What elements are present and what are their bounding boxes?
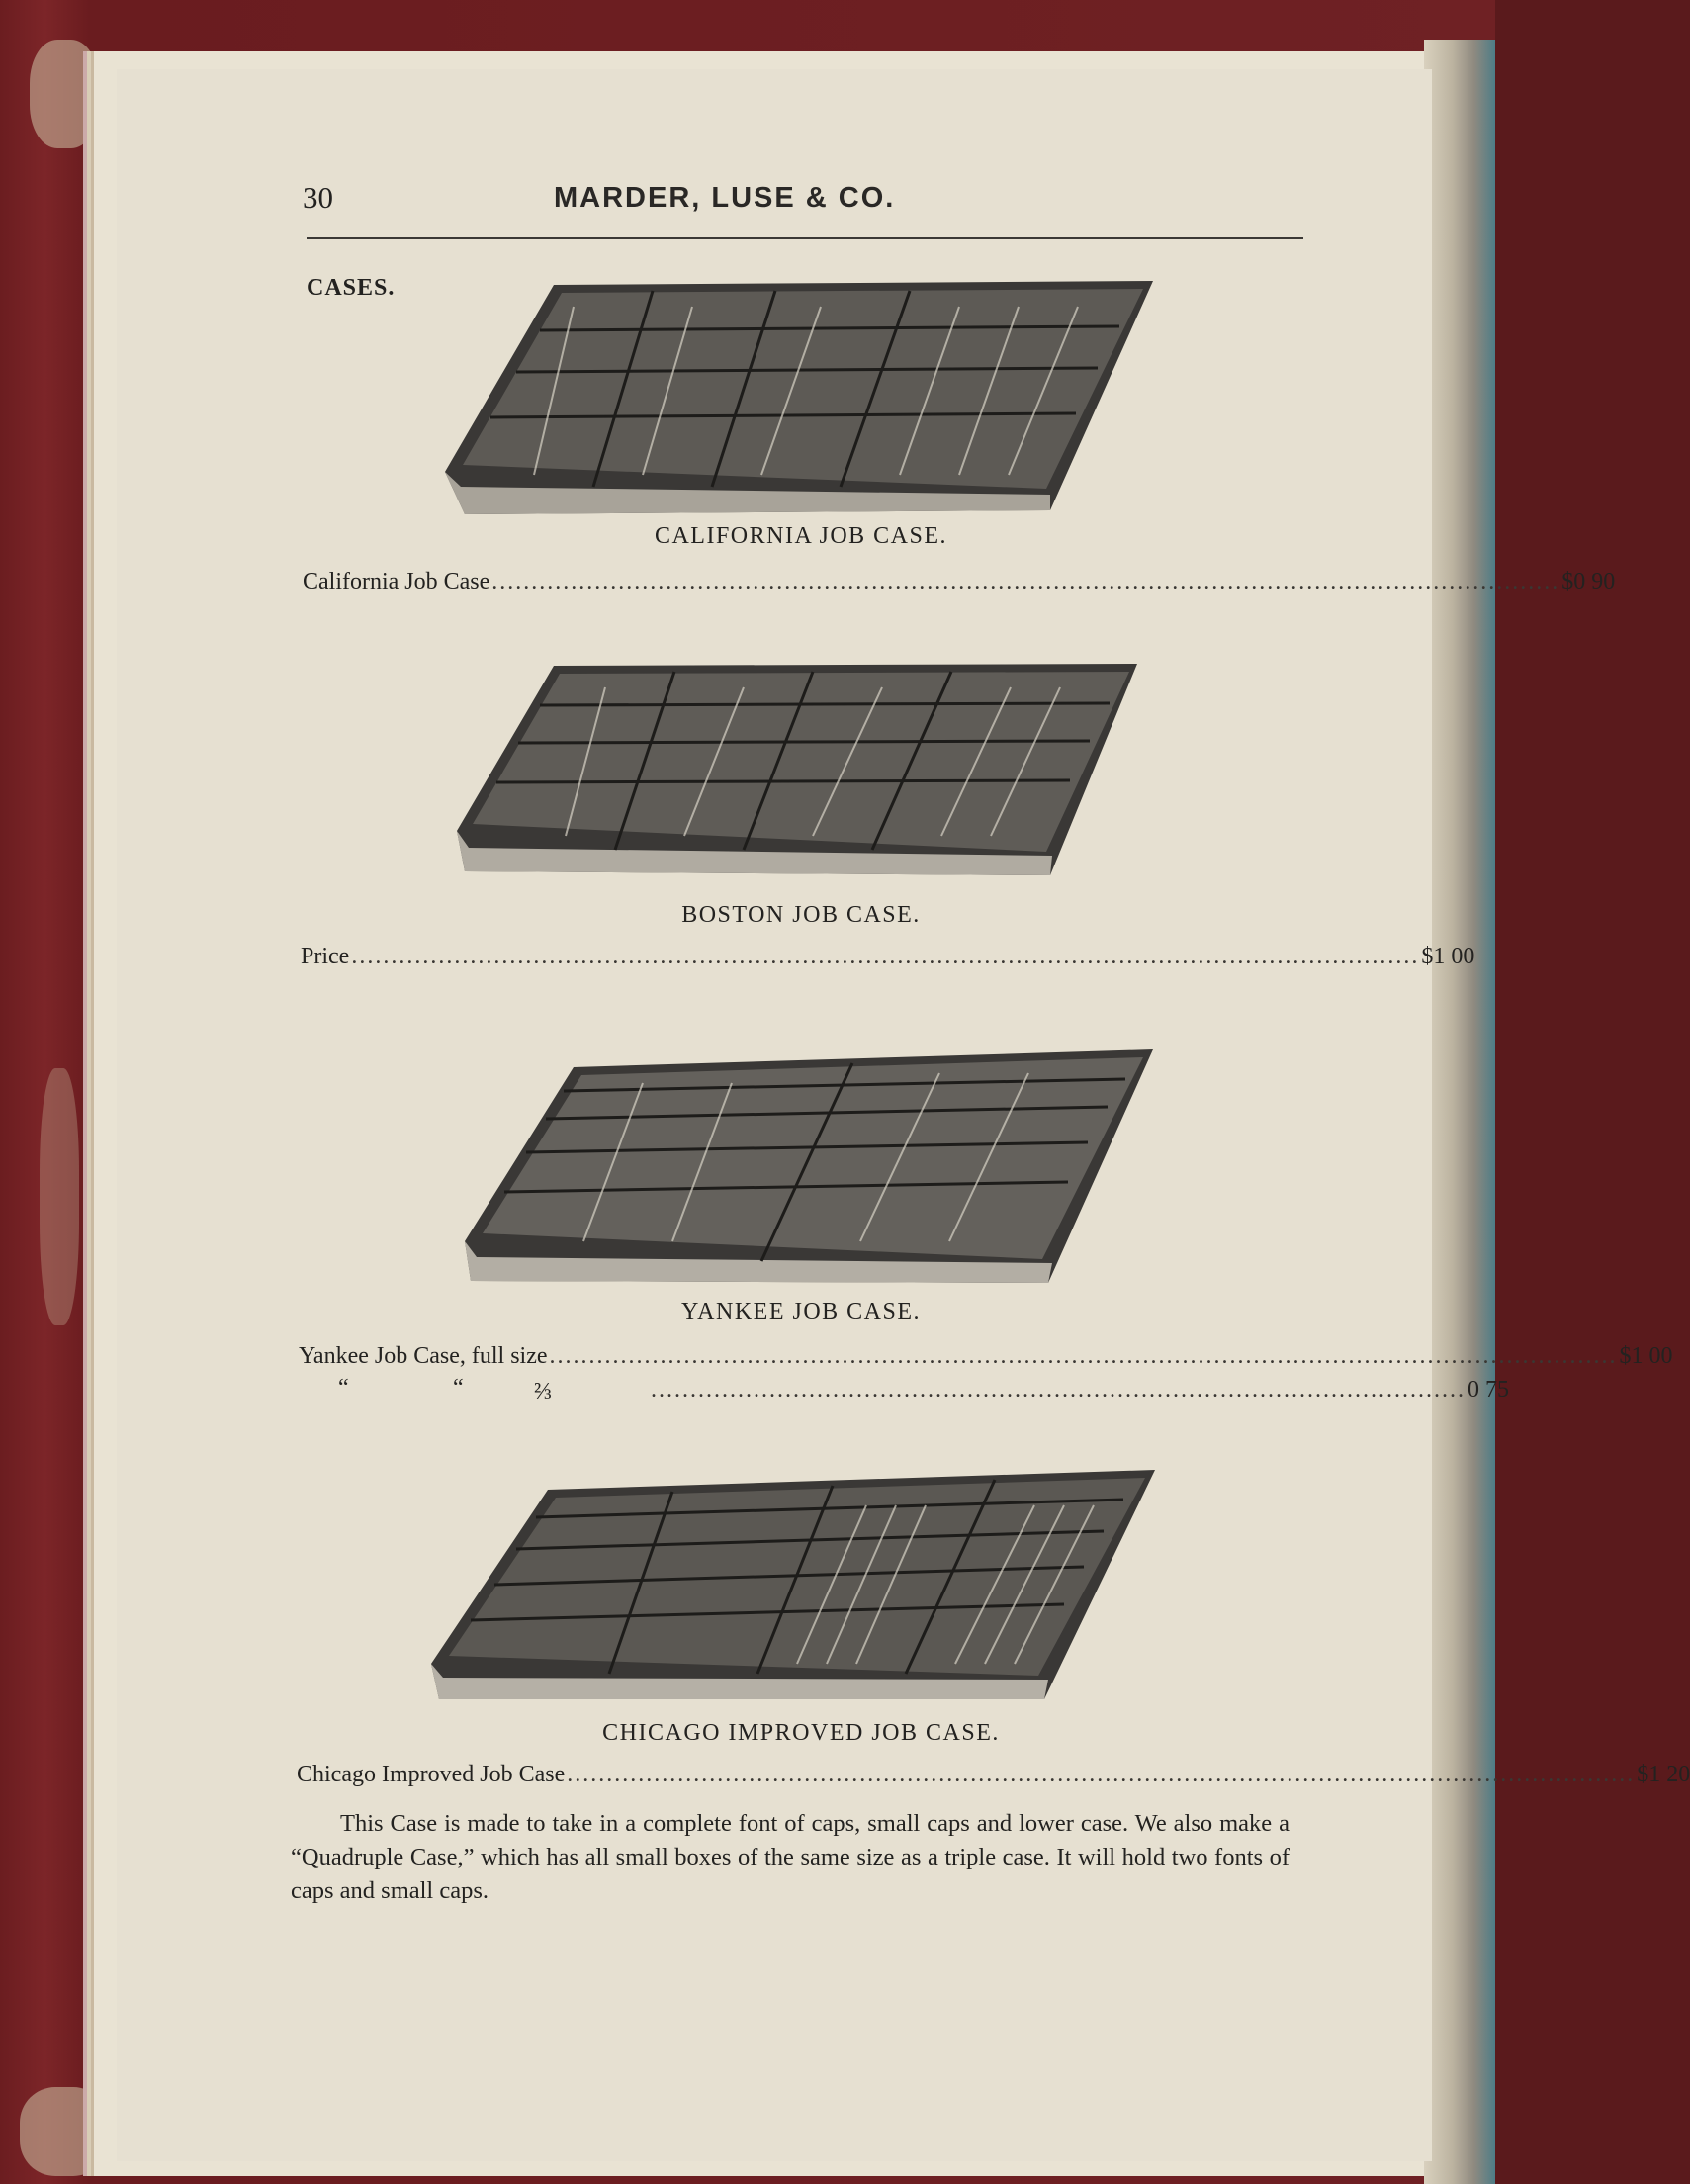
page-number: 30 xyxy=(303,180,333,215)
price-line xyxy=(649,1377,1509,1404)
item-price: $0 90 xyxy=(1561,569,1616,594)
leader-dots: ....................................................................................................................................... xyxy=(567,1762,1636,1787)
book-gutter xyxy=(1424,40,1495,2184)
running-head: MARDER, LUSE & CO. xyxy=(554,182,896,214)
cover-wear xyxy=(30,40,99,148)
item-price: $1 00 xyxy=(1619,1343,1673,1369)
size-fraction: ⅔ xyxy=(534,1379,552,1405)
item-name: Chicago Improved Job Case xyxy=(297,1762,566,1787)
price-line xyxy=(299,1343,1673,1370)
item-name: Yankee Job Case, full size xyxy=(299,1343,548,1369)
california-job-case-icon xyxy=(445,277,1167,524)
description-paragraph: This Case is made to take in a complete font of caps, small caps and lower case. We also make a “Quadruple Case,” which has all small boxes of the same size as a triple case. It will hold two fonts of caps and small caps. xyxy=(291,1810,1290,1904)
item-price: $1 20 xyxy=(1637,1762,1690,1787)
item-price: $1 00 xyxy=(1421,944,1475,969)
item-price: 0 75 xyxy=(1468,1377,1509,1403)
ditto-mark: “ xyxy=(338,1375,349,1401)
price-line xyxy=(303,569,1616,595)
leader-dots: ....................................................................................................... xyxy=(651,1377,1466,1403)
leader-dots: ....................................................................................................................................... xyxy=(549,1343,1618,1369)
price-line xyxy=(301,944,1475,970)
ditto-mark: “ xyxy=(453,1375,464,1401)
boston-job-case-icon xyxy=(457,658,1149,885)
yankee-job-case-icon xyxy=(465,1044,1167,1286)
chicago-job-case-icon xyxy=(431,1466,1159,1703)
cover-wear xyxy=(40,1068,79,1325)
case-caption: CALIFORNIA JOB CASE. xyxy=(654,523,948,549)
leader-dots: ....................................................................................................................................... xyxy=(351,944,1420,969)
case-caption: YANKEE JOB CASE. xyxy=(680,1299,921,1324)
header-rule xyxy=(307,237,1303,239)
item-name: California Job Case xyxy=(303,569,490,594)
section-title: CASES. xyxy=(307,275,396,301)
case-caption: BOSTON JOB CASE. xyxy=(681,902,921,928)
case-caption: CHICAGO IMPROVED JOB CASE. xyxy=(602,1720,1000,1746)
item-name: Price xyxy=(301,944,350,969)
price-line xyxy=(297,1762,1690,1788)
leader-dots: ....................................................................................................................................... xyxy=(491,569,1560,594)
